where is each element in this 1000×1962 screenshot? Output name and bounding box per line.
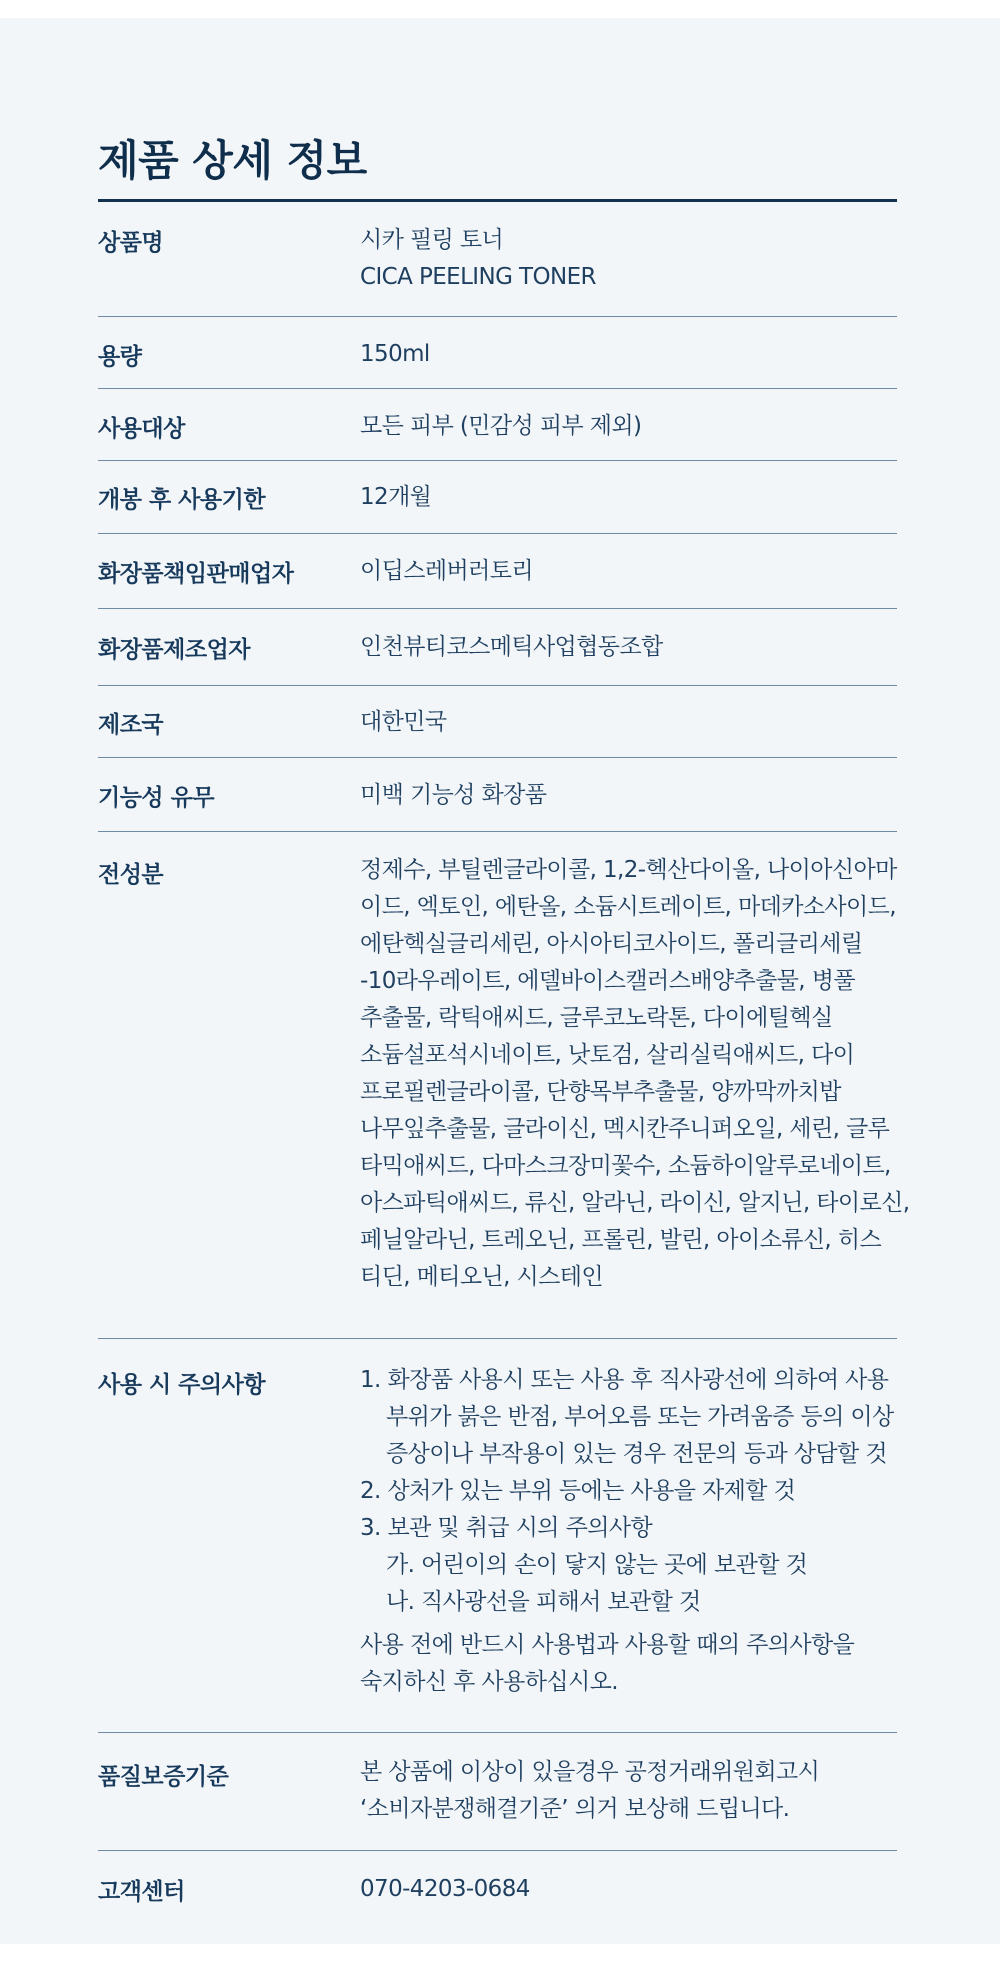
row-label-period-after-opening: 개봉 후 사용기한 bbox=[98, 487, 266, 513]
row-divider bbox=[98, 316, 897, 317]
row-label-volume: 용량 bbox=[98, 344, 142, 370]
value-line: 티딘, 메티오닌, 시스테인 bbox=[360, 1264, 604, 1290]
value-line: 이딥스레버러토리 bbox=[360, 558, 533, 584]
row-divider bbox=[98, 1732, 897, 1733]
value-line: CICA PEELING TONER bbox=[360, 264, 596, 290]
value-line: 본 상품에 이상이 있을경우 공정거래위원회고시 bbox=[360, 1759, 820, 1785]
value-line: 150ml bbox=[360, 341, 430, 367]
row-value-customer-center bbox=[360, 1871, 920, 1908]
row-label-manufacturer: 화장품제조업자 bbox=[98, 637, 251, 663]
row-divider bbox=[98, 685, 897, 686]
value-line: 프로필렌글라이콜, 단향목부추출물, 양까막까치밥 bbox=[360, 1079, 841, 1105]
row-value-ingredients bbox=[360, 852, 920, 1296]
value-line: 증상이나 부작용이 있는 경우 전문의 등과 상담할 것 bbox=[386, 1441, 887, 1467]
row-label-target-users: 사용대상 bbox=[98, 416, 185, 442]
value-line: 타믹애씨드, 다마스크장미꽃수, 소듐하이알루로네이트, bbox=[360, 1153, 891, 1179]
row-divider bbox=[98, 1338, 897, 1339]
row-divider bbox=[98, 460, 897, 461]
row-value-target-users bbox=[360, 408, 920, 445]
value-line: 아스파틱애씨드, 류신, 알라닌, 라이신, 알지닌, 타이로신, bbox=[360, 1190, 910, 1216]
page-title: 제품 상세 정보 bbox=[98, 136, 367, 185]
value-line: 에탄헥실글리세린, 아시아티코사이드, 폴리글리세릴 bbox=[360, 931, 863, 957]
row-label-ingredients: 전성분 bbox=[98, 862, 164, 888]
value-line: -10라우레이트, 에델바이스캘러스배양추출물, 병풀 bbox=[360, 968, 855, 994]
row-divider bbox=[98, 608, 897, 609]
value-line: 나무잎추출물, 글라이신, 멕시칸주니퍼오일, 세린, 글루 bbox=[360, 1116, 890, 1142]
value-line: 인천뷰티코스메틱사업협동조합 bbox=[360, 634, 663, 660]
value-line: 대한민국 bbox=[360, 709, 447, 735]
row-label-precautions: 사용 시 주의사항 bbox=[98, 1372, 266, 1398]
row-divider bbox=[98, 831, 897, 832]
row-divider bbox=[98, 533, 897, 534]
row-value-precautions bbox=[360, 1362, 920, 1701]
value-line: 페닐알라닌, 트레오닌, 프롤린, 발린, 아이소류신, 히스 bbox=[360, 1227, 882, 1253]
row-value-manufacturer bbox=[360, 629, 920, 666]
value-line: 사용 전에 반드시 사용법과 사용할 때의 주의사항을 bbox=[360, 1632, 855, 1658]
value-line: 소듐설포석시네이트, 낫토검, 살리실릭애씨드, 다이 bbox=[360, 1042, 855, 1068]
value-line: 추출물, 락틱애씨드, 글루코노락톤, 다이에틸헥실 bbox=[360, 1005, 833, 1031]
value-line: 모든 피부 (민감성 피부 제외) bbox=[360, 413, 642, 439]
row-label-responsible-seller: 화장품책임판매업자 bbox=[98, 561, 294, 587]
row-label-quality-assurance: 품질보증기준 bbox=[98, 1764, 229, 1790]
row-divider bbox=[98, 388, 897, 389]
value-line: 숙지하신 후 사용하십시오. bbox=[360, 1669, 618, 1695]
value-line: 1. 화장품 사용시 또는 사용 후 직사광선에 의하여 사용 bbox=[360, 1367, 889, 1393]
row-value-volume bbox=[360, 336, 920, 373]
value-line: 가. 어린이의 손이 닿지 않는 곳에 보관할 것 bbox=[386, 1552, 808, 1578]
row-divider bbox=[98, 1850, 897, 1851]
value-line: 이드, 엑토인, 에탄올, 소듐시트레이트, 마데카소사이드, bbox=[360, 894, 896, 920]
row-value-country-of-manufacture bbox=[360, 704, 920, 741]
row-value-quality-assurance bbox=[360, 1754, 920, 1828]
value-line: 부위가 붉은 반점, 부어오름 또는 가려움증 등의 이상 bbox=[386, 1404, 894, 1430]
value-line: 시카 필링 토너 bbox=[360, 227, 504, 253]
row-value-product-name bbox=[360, 222, 920, 296]
value-line: 3. 보관 및 취급 시의 주의사항 bbox=[360, 1515, 653, 1541]
row-label-customer-center: 고객센터 bbox=[98, 1879, 185, 1905]
row-value-functional bbox=[360, 777, 920, 814]
value-line: 2. 상처가 있는 부위 등에는 사용을 자제할 것 bbox=[360, 1478, 796, 1504]
title-divider bbox=[98, 199, 897, 202]
row-divider bbox=[98, 757, 897, 758]
value-line: 미백 기능성 화장품 bbox=[360, 782, 547, 808]
row-value-period-after-opening bbox=[360, 479, 920, 516]
value-line: 12개월 bbox=[360, 484, 432, 510]
row-label-functional: 기능성 유무 bbox=[98, 785, 215, 811]
value-line: 정제수, 부틸렌글라이콜, 1,2-헥산다이올, 나이아신아마 bbox=[360, 857, 897, 883]
row-value-responsible-seller bbox=[360, 553, 920, 590]
customer-center-phone: 070-4203-0684 bbox=[360, 1876, 530, 1902]
value-line: ‘소비자분쟁해결기준’ 의거 보상해 드립니다. bbox=[360, 1796, 790, 1822]
value-line: 나. 직사광선을 피해서 보관할 것 bbox=[386, 1589, 701, 1615]
row-label-product-name: 상품명 bbox=[98, 230, 164, 256]
row-label-country-of-manufacture: 제조국 bbox=[98, 712, 164, 738]
